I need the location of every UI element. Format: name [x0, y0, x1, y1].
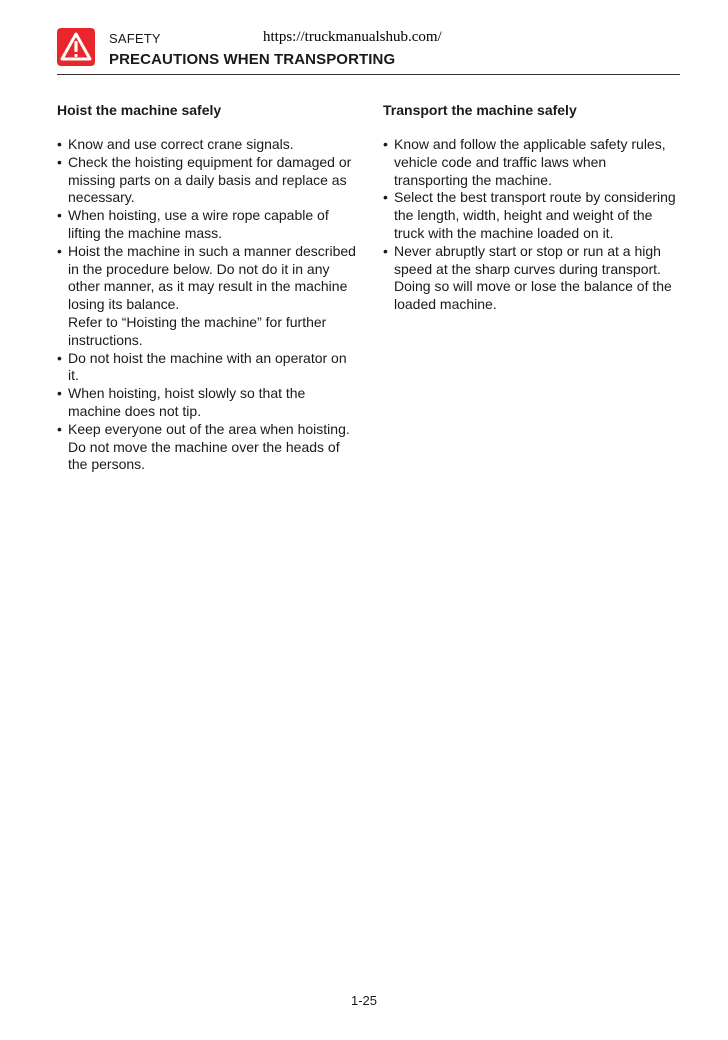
page-title: PRECAUTIONS WHEN TRANSPORTING — [109, 51, 396, 68]
warning-triangle-icon — [57, 28, 95, 66]
list-item: • When hoisting, hoist slowly so that the machine does not tip. — [57, 385, 306, 419]
source-url-link[interactable]: https://truckmanualshub.com/ — [263, 29, 442, 45]
list-item: • Check the hoisting equipment for damaged or missing parts on a daily basis and replace as necessary. — [57, 153, 352, 206]
page-number: 1-25 — [350, 993, 378, 1008]
hoisting-heading: Hoist the machine safely — [57, 102, 222, 118]
transport-heading: Transport the machine safely — [383, 102, 577, 118]
list-item: • Do not hoist the machine with an operator on it. — [57, 349, 347, 384]
list-item: • Keep everyone out of the area when hoisting. Do not move the machine over the heads of the persons. — [57, 420, 350, 473]
page-header — [57, 28, 680, 76]
list-item: • Never abruptly start or stop or run at a high speed at the sharp curves during transport. Doing so will move or lose the balance of the loaded machine. — [383, 242, 672, 313]
cross-reference-note: Refer to “Hoisting the machine” for further instructions. — [68, 313, 327, 348]
list-item: • Know and use correct crane signals. — [57, 136, 294, 152]
list-item: • Select the best transport route by considering the length, width, height and weight of the truck with the machine loaded on it. — [383, 189, 676, 241]
transport-section — [383, 101, 683, 314]
header-divider — [57, 74, 680, 75]
hoisting-section — [57, 101, 357, 474]
list-item: • When hoisting, use a wire rope capable of lifting the machine mass. — [57, 207, 329, 241]
hoisting-list — [57, 136, 357, 474]
section-label: SAFETY — [109, 31, 161, 46]
transport-list — [383, 136, 683, 314]
list-item: • Hoist the machine in such a manner described in the procedure below. Do not do it in any other manner, as it may result in the machine losing its balance. Refer to “Hoisting the machine” for further instructions. — [57, 242, 356, 348]
list-item: • Know and follow the applicable safety rules, vehicle code and traffic laws when transporting the machine. — [383, 136, 666, 188]
